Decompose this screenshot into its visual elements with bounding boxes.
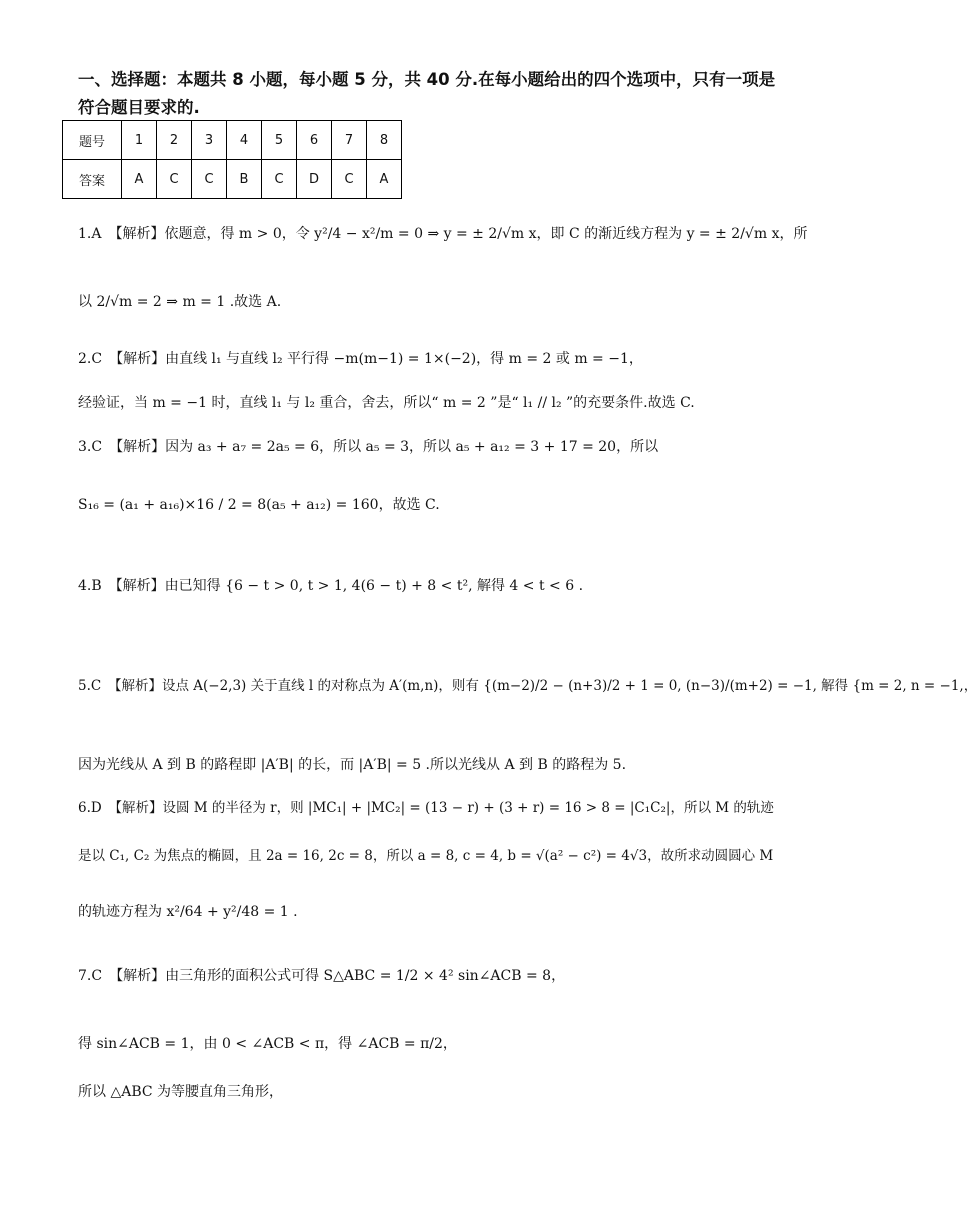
solution-3-line-2: S₁₆ = (a₁ + a₁₆)×16 / 2 = 8(a₅ + a₁₂) = 160，故选 C. [78, 497, 440, 513]
table-row [63, 121, 402, 160]
table-cell: A [367, 160, 402, 199]
table-header-cell: 答案 [63, 160, 122, 199]
table-cell: 6 [297, 121, 332, 160]
solution-1-line-2: 以 2/√m = 2 ⇒ m = 1 .故选 A. [78, 294, 282, 310]
table-header-cell: 题号 [63, 121, 122, 160]
solution-4: 4.B 【解析】由已知得 {6 − t > 0, t > 1, 4(6 − t) + 8 < t², 解得 4 < t < 6 . [78, 578, 584, 594]
solution-7-line-2: 得 sin∠ACB = 1，由 0 < ∠ACB < π，得 ∠ACB = π/2， [78, 1036, 457, 1052]
section-heading: 一、选择题：本题共 8 小题，每小题 5 分，共 40 分.在每小题给出的四个选项中，只有一项是符合题目要求的. [78, 70, 776, 117]
table-cell: 7 [332, 121, 367, 160]
table-row [63, 160, 402, 199]
solution-7-line-1: 7.C 【解析】由三角形的面积公式可得 S△ABC = 1/2 × 4² sin∠ACB = 8， [78, 968, 566, 984]
solution-6-line-3: 的轨迹方程为 x²/64 + y²/48 = 1 . [78, 904, 298, 920]
solution-3-line-1: 3.C 【解析】因为 a₃ + a₇ = 2a₅ = 6，所以 a₅ = 3，所以 a₅ + a₁₂ = 3 + 17 = 20，所以 [78, 439, 659, 455]
solution-7-line-3: 所以 △ABC 为等腰直角三角形， [78, 1084, 284, 1100]
solution-1-line-1: 1.A 【解析】依题意，得 m > 0，令 y²/4 − x²/m = 0 ⇒ y = ± 2/√m x，即 C 的渐近线方程为 y = ± 2/√m x，所 [78, 226, 808, 242]
table-cell: D [297, 160, 332, 199]
solution-6-line-1: 6.D 【解析】设圆 M 的半径为 r，则 |MC₁| + |MC₂| = (13 − r) + (3 + r) = 16 > 8 = |C₁C₂|，所以 M 的轨迹 [78, 800, 774, 816]
table-cell: B [227, 160, 262, 199]
table-cell: A [122, 160, 157, 199]
solution-2-line-1: 2.C 【解析】由直线 l₁ 与直线 l₂ 平行得 −m(m−1) = 1×(−2)，得 m = 2 或 m = −1， [78, 351, 643, 367]
table-cell: 5 [262, 121, 297, 160]
solution-5-line-2: 因为光线从 A 到 B 的路程即 |A′B| 的长，而 |A′B| = 5 .所以光线从 A 到 B 的路程为 5. [78, 757, 627, 773]
table-cell: 3 [192, 121, 227, 160]
table-cell: 4 [227, 121, 262, 160]
table-cell: C [332, 160, 367, 199]
table-cell: 1 [122, 121, 157, 160]
table-cell: C [157, 160, 192, 199]
solution-5-line-1: 5.C 【解析】设点 A(−2,3) 关于直线 l 的对称点为 A′(m,n)，则有 {(m−2)/2 − (n+3)/2 + 1 = 0, (n−3)/(m+2) = −1, 解得 {m = 2, n = −1,， [78, 678, 977, 694]
answer-table [62, 120, 402, 199]
table-cell: 2 [157, 121, 192, 160]
table-cell: 8 [367, 121, 402, 160]
solution-6-line-2: 是以 C₁, C₂ 为焦点的椭圆，且 2a = 16, 2c = 8，所以 a = 8, c = 4, b = √(a² − c²) = 4√3，故所求动圆圆心 M [78, 848, 774, 864]
table-cell: C [192, 160, 227, 199]
table-cell: C [262, 160, 297, 199]
solution-2-line-2: 经验证，当 m = −1 时，直线 l₁ 与 l₂ 重合，舍去，所以“ m = 2 ”是“ l₁ // l₂ ”的充要条件.故选 C. [78, 395, 695, 411]
